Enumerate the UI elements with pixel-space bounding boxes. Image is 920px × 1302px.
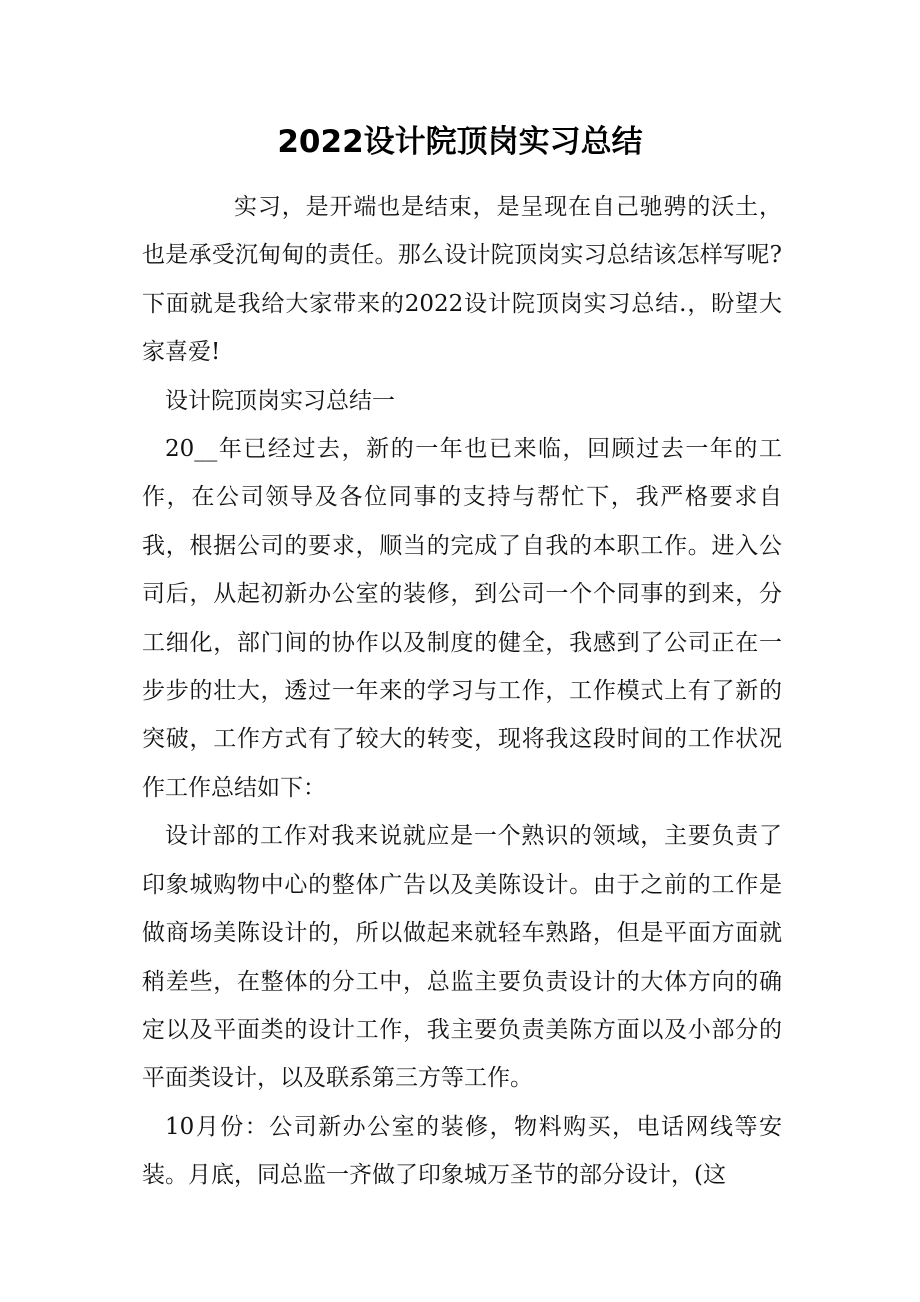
- intro-paragraph: 实习，是开端也是结束，是呈现在自己驰骋的沃土，也是承受沉甸甸的责任。那么设计院顶岗实习总结该怎样写呢?下面就是我给大家带来的2022设计院顶岗实习总结.，盼望大家喜爱!: [142, 194, 782, 366]
- body-paragraph: 设计部的工作对我来说就应是一个熟识的领域，主要负责了印象城购物中心的整体广告以及美陈设计。由于之前的工作是做商场美陈设计的，所以做起来就轻车熟路，但是平面方面就稍差些，在整体的分工中，总监主要负责设计的大体方向的确定以及平面类的设计工作，我主要负责美陈方面以及小部分的平面类设计，以及联系第三方等工作。: [142, 823, 782, 1092]
- document-title: 2022设计院顶岗实习总结: [277, 124, 643, 160]
- document-body: [142, 183, 782, 1200]
- body-paragraph: 10月份：公司新办公室的装修，物料购买，电话网线等安装。月底，同总监一齐做了印象城万圣节的部分设计，(这: [142, 1113, 782, 1189]
- section-heading: 设计院顶岗实习总结一: [165, 387, 395, 414]
- body-paragraph: 20__年已经过去，新的一年也已来临，回顾过去一年的工作，在公司领导及各位同事的支持与帮忙下，我严格要求自我，根据公司的要求，顺当的完成了自我的本职工作。进入公司后，从起初新办公室的装修，到公司一个个同事的到来，分工细化，部门间的协作以及制度的健全，我感到了公司正在一步步的壮大，透过一年来的学习与工作，工作模式上有了新的突破，工作方式有了较大的转变，现将我这段时间的工作状况作工作总结如下：: [142, 436, 782, 801]
